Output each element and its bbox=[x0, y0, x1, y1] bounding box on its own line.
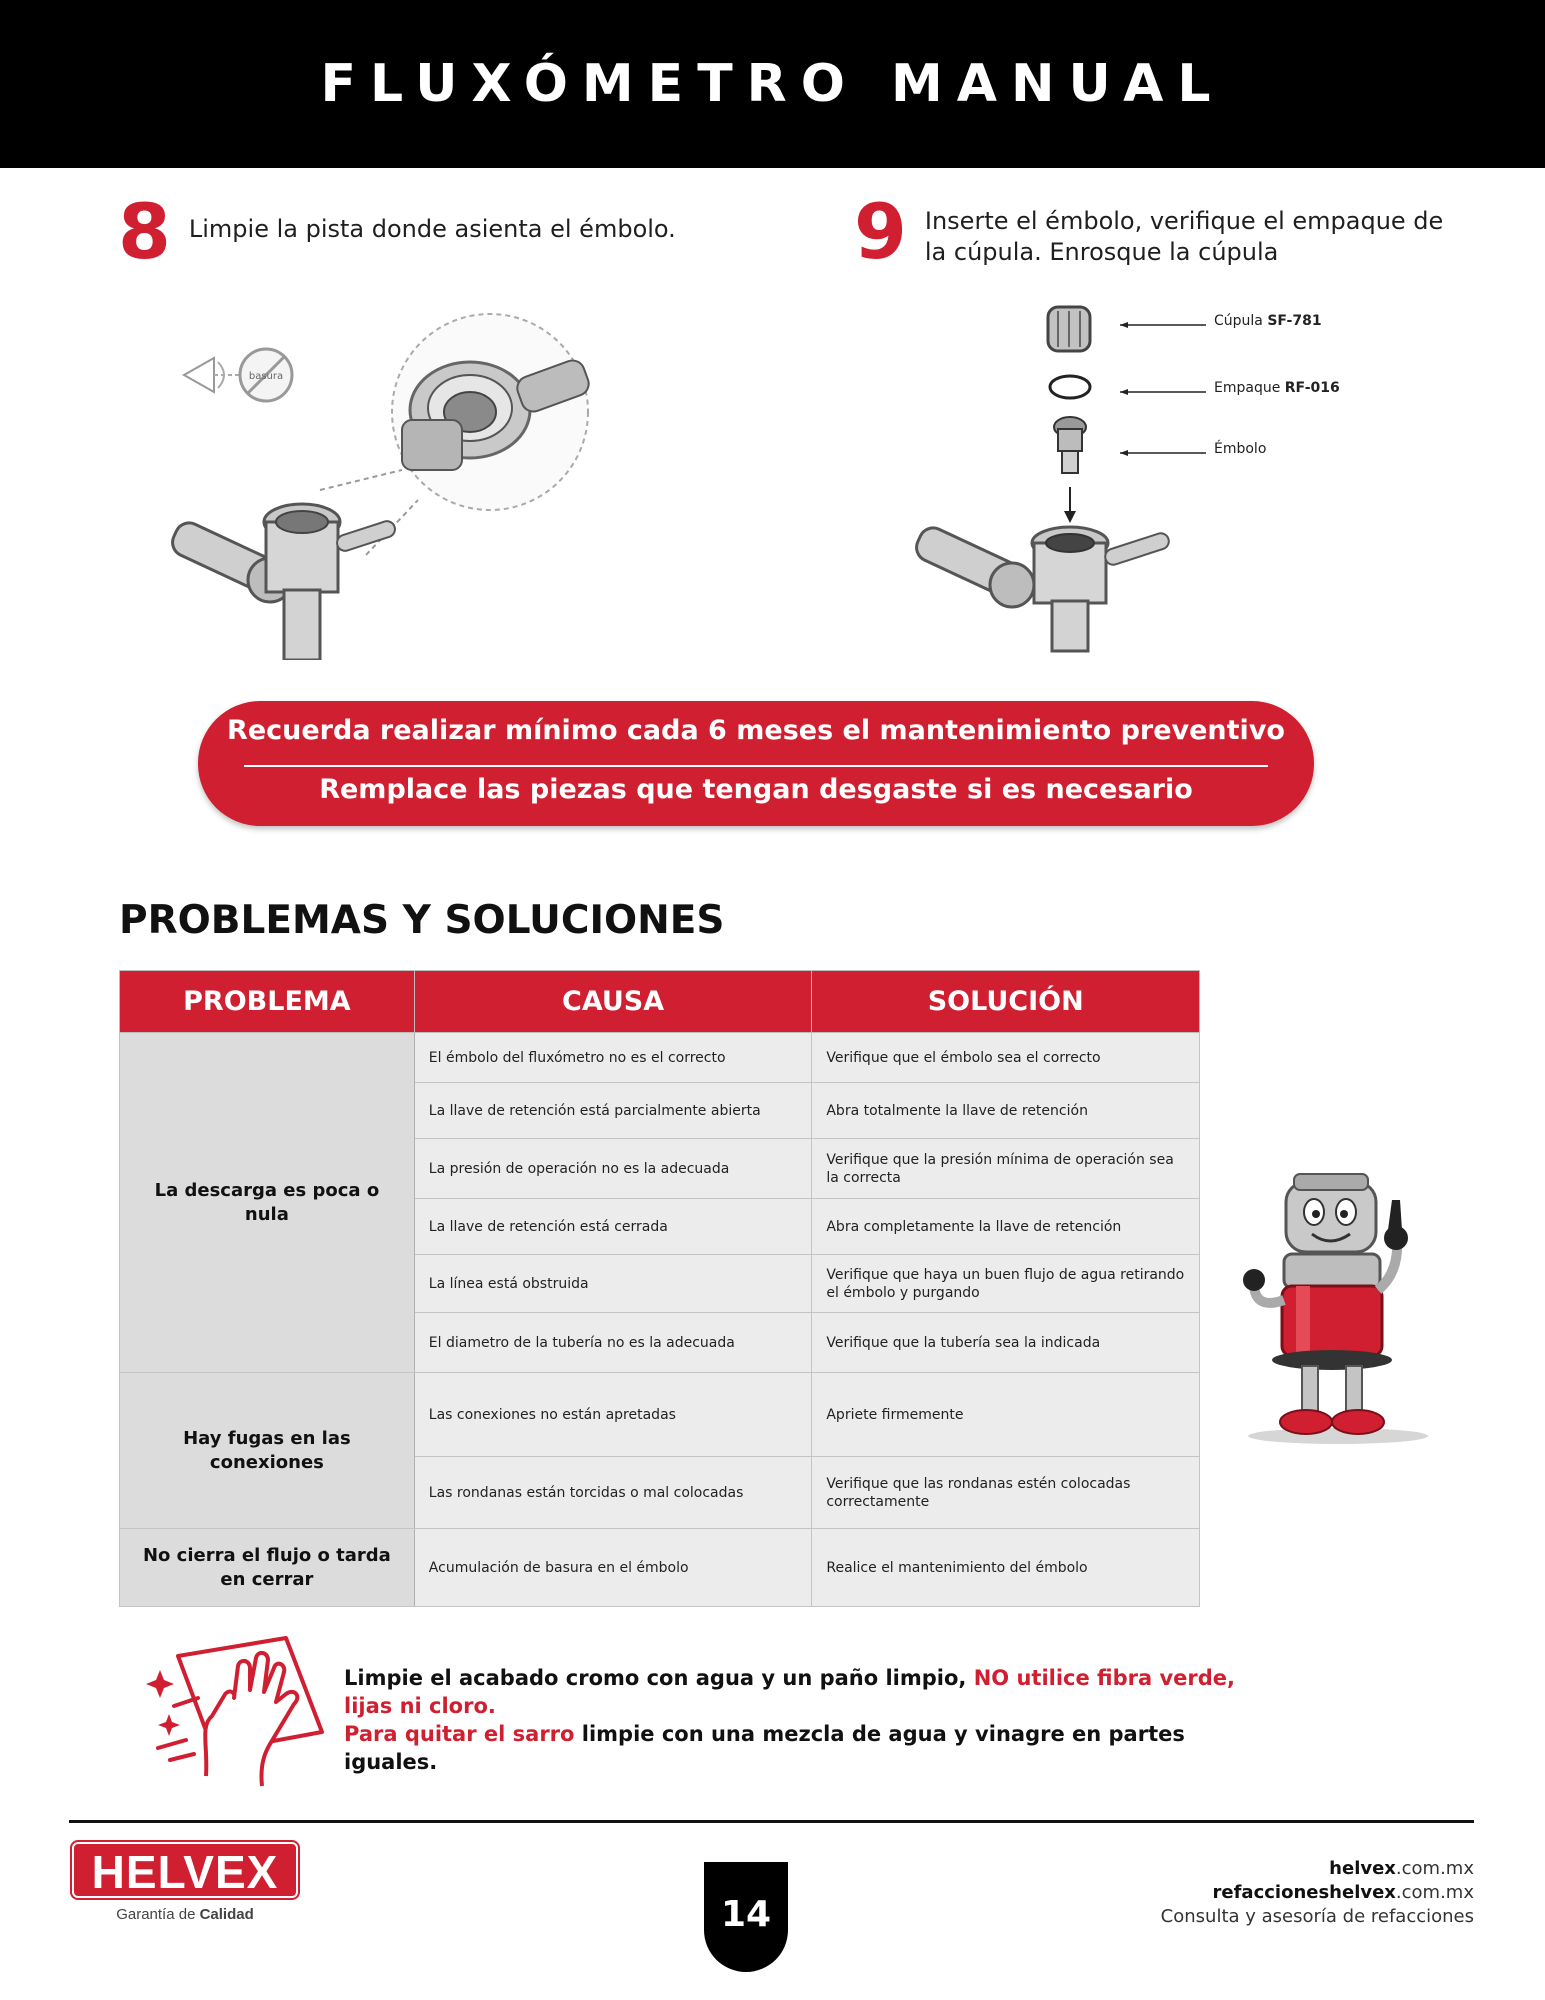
cause-cell: Las rondanas están torcidas o mal colocadas bbox=[414, 1457, 812, 1529]
cause-cell: Las conexiones no están apretadas bbox=[414, 1373, 812, 1457]
header-problema: PROBLEMA bbox=[120, 971, 415, 1033]
step-9-illustration bbox=[910, 295, 1380, 655]
solution-cell: Verifique que haya un buen flujo de agua retirando el émbolo y purgando bbox=[812, 1255, 1200, 1313]
cupula-part bbox=[1048, 307, 1090, 351]
contact-tagline: Consulta y asesoría de refacciones bbox=[1160, 1906, 1474, 1927]
solution-cell: Abra totalmente la llave de retención bbox=[812, 1083, 1200, 1139]
header-causa: CAUSA bbox=[414, 971, 812, 1033]
step-number: 8 bbox=[118, 187, 171, 276]
footer-contact bbox=[1161, 1857, 1474, 1929]
table-header-row bbox=[120, 971, 1200, 1033]
problem-cell: No cierra el flujo o tarda en cerrar bbox=[120, 1529, 415, 1607]
callout-divider bbox=[244, 765, 1268, 767]
no-trash-label: basura bbox=[248, 371, 284, 382]
maintenance-callout bbox=[198, 701, 1314, 826]
part-label-embolo: Émbolo bbox=[1214, 441, 1267, 457]
no-trash-icon bbox=[184, 349, 292, 401]
part-label-cupula: Cúpula SF-781 bbox=[1214, 313, 1322, 329]
logo-tagline: Garantía de Calidad bbox=[116, 1906, 254, 1923]
table-row bbox=[120, 1373, 1200, 1457]
cause-cell: Acumulación de basura en el émbolo bbox=[414, 1529, 812, 1607]
helvex-logo: HELVEX bbox=[72, 1842, 298, 1898]
step-8-illustration bbox=[170, 300, 630, 660]
callout-line-2: Remplace las piezas que tengan desgaste si es necesario bbox=[319, 774, 1193, 805]
page-number: 14 bbox=[704, 1862, 788, 1972]
header-solucion: SOLUCIÓN bbox=[812, 971, 1200, 1033]
callout-line-1: Recuerda realizar mínimo cada 6 meses el mantenimiento preventivo bbox=[227, 715, 1285, 746]
solution-cell: Verifique que el émbolo sea el correcto bbox=[812, 1033, 1200, 1083]
footer-divider bbox=[69, 1820, 1474, 1823]
embolo-part bbox=[1054, 417, 1086, 473]
contact-link-helvex[interactable]: helvex.com.mx bbox=[1329, 1858, 1474, 1879]
step-9 bbox=[854, 187, 1454, 276]
page-header bbox=[0, 0, 1545, 168]
solution-cell: Verifique que la presión mínima de operación sea la correcta bbox=[812, 1139, 1200, 1199]
problem-cell: Hay fugas en las conexiones bbox=[120, 1373, 415, 1529]
cleaning-cloth-icon bbox=[138, 1636, 328, 1792]
contact-link-refacciones[interactable]: refaccioneshelvex.com.mx bbox=[1212, 1882, 1474, 1903]
cause-cell: La llave de retención está cerrada bbox=[414, 1199, 812, 1255]
cause-cell: La presión de operación no es la adecuada bbox=[414, 1139, 812, 1199]
solution-cell: Verifique que la tubería sea la indicada bbox=[812, 1313, 1200, 1373]
table-row bbox=[120, 1033, 1200, 1083]
step-8 bbox=[118, 187, 718, 276]
part-label-empaque: Empaque RF-016 bbox=[1214, 380, 1340, 396]
mascot-illustration bbox=[1226, 1160, 1456, 1450]
solution-cell: Abra completamente la llave de retención bbox=[812, 1199, 1200, 1255]
page-title: FLUXÓMETRO MANUAL bbox=[320, 54, 1225, 114]
step-text: Inserte el émbolo, verifique el empaque de la cúpula. Enrosque la cúpula bbox=[924, 207, 1444, 266]
solution-cell: Realice el mantenimiento del émbolo bbox=[812, 1529, 1200, 1607]
problem-cell: La descarga es poca o nula bbox=[120, 1033, 415, 1373]
solution-cell: Apriete firmemente bbox=[812, 1373, 1200, 1457]
problems-solutions-table bbox=[119, 970, 1200, 1607]
solution-cell: Verifique que las rondanas estén colocadas correctamente bbox=[812, 1457, 1200, 1529]
section-title: PROBLEMAS Y SOLUCIONES bbox=[119, 898, 725, 943]
empaque-part bbox=[1050, 376, 1090, 398]
cause-cell: La llave de retención está parcialmente abierta bbox=[414, 1083, 812, 1139]
cleaning-tip: Limpie el acabado cromo con agua y un paño limpio, NO utilice fibra verde, lijas ni cloro. Para quitar el sarro limpie con una mezcla de agua y vinagre en partes iguales. bbox=[344, 1666, 1236, 1774]
step-text: Limpie la pista donde asienta el émbolo. bbox=[188, 215, 676, 243]
cause-cell: El émbolo del fluxómetro no es el correcto bbox=[414, 1033, 812, 1083]
cause-cell: La línea está obstruida bbox=[414, 1255, 812, 1313]
cause-cell: El diametro de la tubería no es la adecuada bbox=[414, 1313, 812, 1373]
table-row bbox=[120, 1529, 1200, 1607]
step-number: 9 bbox=[854, 187, 907, 276]
